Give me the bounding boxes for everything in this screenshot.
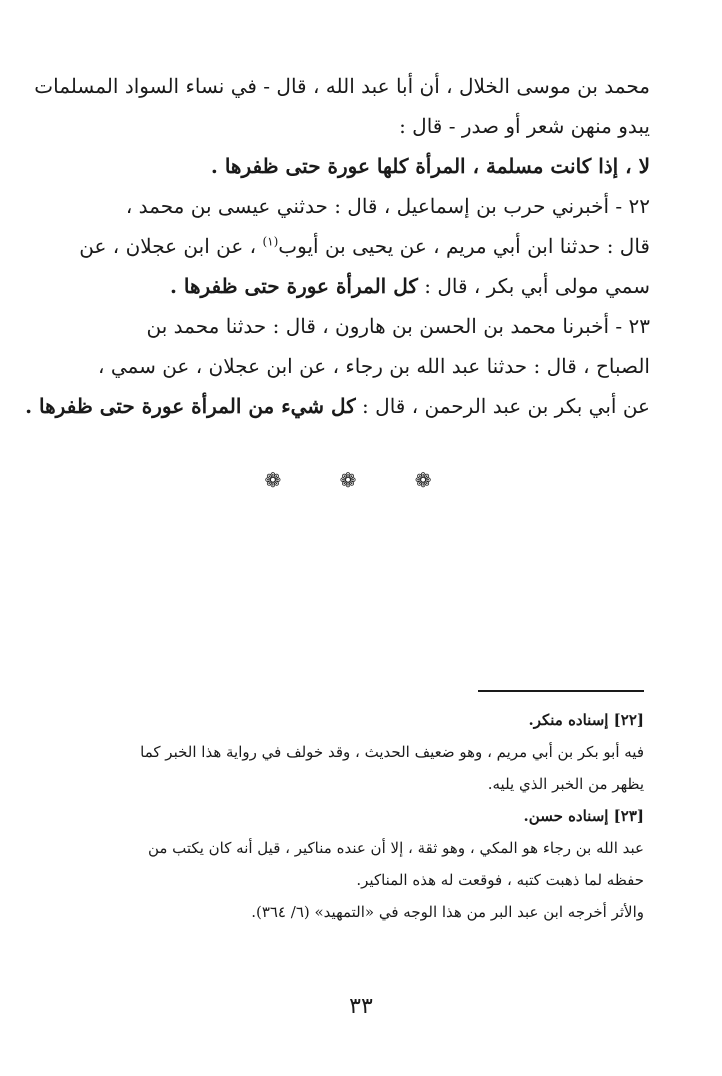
text-line: ٢٣ - أخبرنا محمد بن الحسن بن هارون ، قال : حدثنا محمد بن: [146, 314, 650, 338]
text-line: يبدو منهن شعر أو صدر - قال :: [399, 114, 650, 138]
main-text: [25, 66, 650, 426]
text-line: ٢٢ - أخبرني حرب بن إسماعيل ، قال : حدثني عيسى بن محمد ،: [125, 194, 650, 218]
footnote-heading: [٢٣] إسناده حسن.: [523, 807, 644, 825]
footnote-divider: [478, 690, 644, 692]
footnote-heading: [٢٢] إسناده منكر.: [528, 711, 644, 729]
footnotes: [44, 704, 644, 928]
text-span: ، عن ابن عجلان ، عن: [79, 234, 263, 258]
section-ornament: ❁ ❁ ❁: [264, 468, 458, 492]
text-line-bold: لا ، إذا كانت مسلمة ، المرأة كلها عورة حتى ظفرها .: [210, 154, 650, 178]
page-number: ٣٣: [349, 994, 373, 1019]
footnote-marker: (١): [262, 234, 279, 249]
text-line: [25, 386, 650, 426]
text-span: قال : حدثنا ابن أبي مريم ، عن يحيى بن أيوب: [278, 234, 650, 258]
text-line: [50, 226, 650, 266]
text-line: الصباح ، قال : حدثنا عبد الله بن رجاء ، عن ابن عجلان ، عن سمي ،: [98, 354, 650, 378]
text-span: عن أبي بكر بن عبد الرحمن ، قال :: [355, 394, 650, 418]
text-span: سمي مولى أبي بكر ، قال :: [417, 274, 650, 298]
footnote-line: والأثر أخرجه ابن عبد البر من هذا الوجه في «التمهيد» (٦/ ٣٦٤).: [251, 903, 644, 921]
text-line: [50, 266, 650, 306]
text-span-bold: كل المرأة عورة حتى ظفرها .: [169, 274, 418, 298]
text-span-bold: كل شيء من المرأة عورة حتى ظفرها .: [25, 394, 356, 418]
footnote-line: يظهر من الخبر الذي يليه.: [487, 775, 644, 793]
footnote-line: فيه أبو بكر بن أبي مريم ، وهو ضعيف الحديث ، وقد خولف في رواية هذا الخبر كما: [140, 743, 644, 761]
footnote-line: حفظه لما ذهبت كتبه ، فوقعت له هذه المناكير.: [356, 871, 644, 889]
footnote-line: عبد الله بن رجاء هو المكي ، وهو ثقة ، إلا أن عنده مناكير ، قيل أنه كان يكتب من: [147, 839, 644, 857]
text-line: محمد بن موسى الخلال ، أن أبا عبد الله ، قال - في نساء السواد المسلمات: [34, 74, 650, 98]
